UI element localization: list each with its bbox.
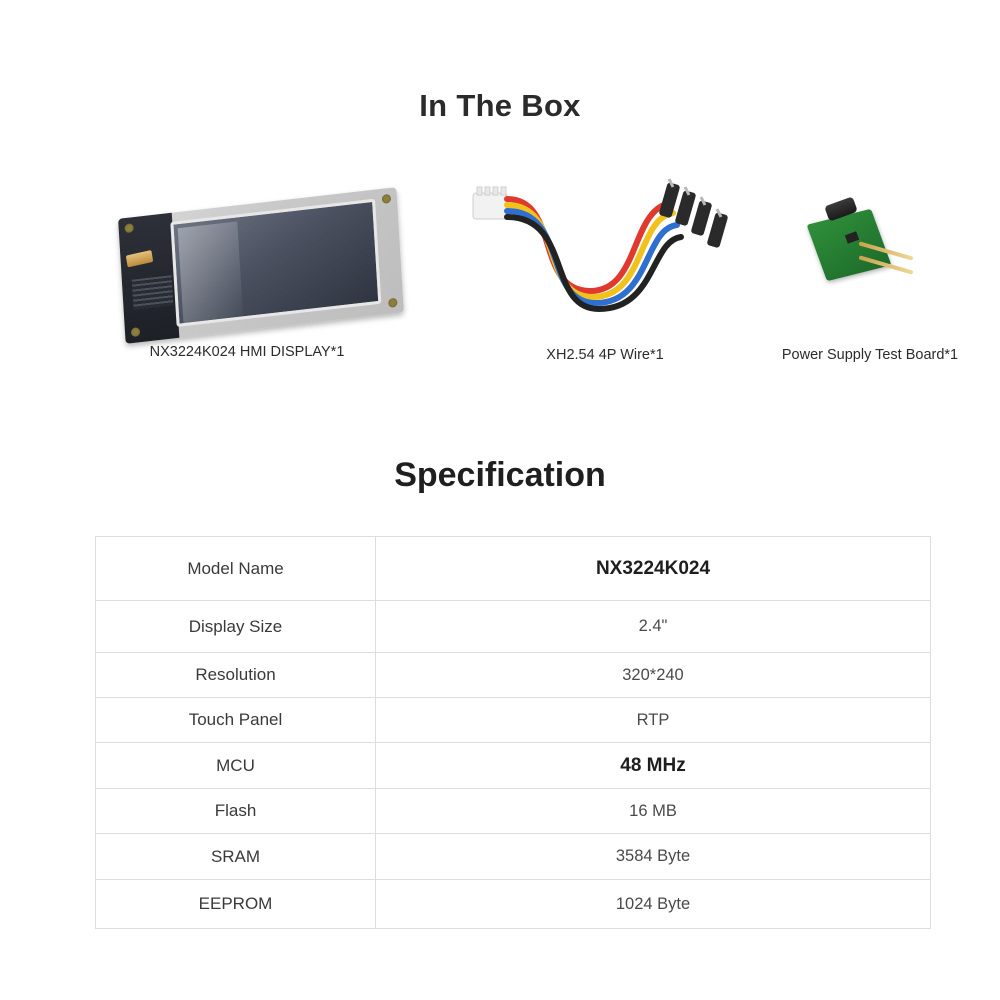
specification-heading: Specification xyxy=(394,456,606,494)
spec-label-cell: SRAM xyxy=(96,834,376,880)
power-supply-test-board-image xyxy=(780,171,960,331)
lcd-screen xyxy=(170,199,381,327)
hmi-display-module-image xyxy=(97,175,397,330)
table-row xyxy=(96,789,931,834)
spec-value-cell: 48 MHz xyxy=(376,743,931,789)
spec-value-cell: 3584 Byte xyxy=(376,834,931,880)
mount-hole-icon xyxy=(382,194,391,204)
table-row xyxy=(96,698,931,743)
spec-label-cell: EEPROM xyxy=(96,880,376,929)
spec-label-cell: Resolution xyxy=(96,653,376,698)
spec-label-cell: Touch Panel xyxy=(96,698,376,743)
spec-value-cell: 320*240 xyxy=(376,653,931,698)
spec-value-cell: 16 MB xyxy=(376,789,931,834)
pcb-silkscreen xyxy=(132,275,174,310)
spec-label-cell: Flash xyxy=(96,789,376,834)
spec-label-cell: Model Name xyxy=(96,537,376,601)
display-pcb xyxy=(118,187,404,344)
box-item-caption: XH2.54 4P Wire*1 xyxy=(546,347,664,363)
in-the-box-items xyxy=(60,165,960,385)
spec-label-cell: Display Size xyxy=(96,601,376,653)
table-row xyxy=(96,834,931,880)
table-row xyxy=(96,653,931,698)
box-item-power-test-board xyxy=(725,165,1000,363)
green-pcb xyxy=(807,209,892,281)
screen-glare xyxy=(178,221,243,324)
table-row xyxy=(96,743,931,789)
spec-value-cell: NX3224K024 xyxy=(376,537,931,601)
jumper-wire-image xyxy=(465,171,745,331)
wire-illustration xyxy=(465,171,745,331)
box-item-xh-wire xyxy=(460,165,750,363)
table-row xyxy=(96,601,931,653)
table-row xyxy=(96,537,931,601)
spec-value-cell: 1024 Byte xyxy=(376,880,931,929)
spec-label-cell: MCU xyxy=(96,743,376,789)
box-item-caption: NX3224K024 HMI DISPLAY*1 xyxy=(149,344,345,360)
specification-table xyxy=(95,536,931,929)
table-row xyxy=(96,880,931,929)
in-the-box-heading: In The Box xyxy=(419,88,581,123)
box-item-hmi-display xyxy=(72,165,422,360)
spec-value-cell: RTP xyxy=(376,698,931,743)
mount-hole-icon xyxy=(388,298,397,308)
spec-value-cell: 2.4" xyxy=(376,601,931,653)
box-item-caption: Power Supply Test Board*1 xyxy=(781,347,959,363)
